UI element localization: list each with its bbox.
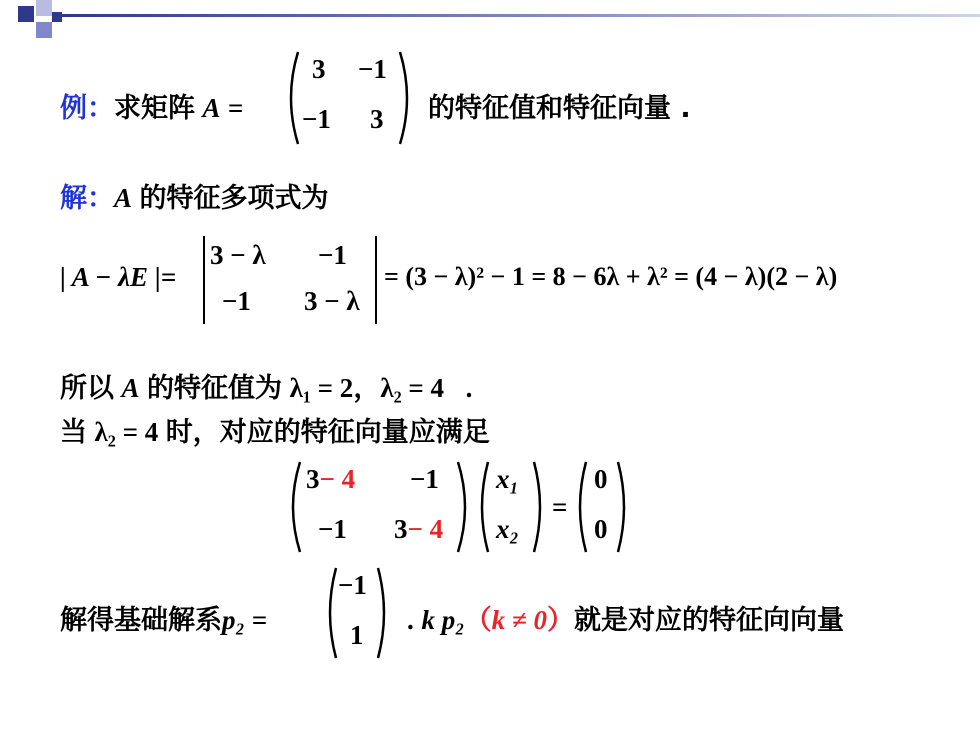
example-suffix: 的特征值和特征向量 . [428, 93, 691, 124]
det-cell: −1 [222, 286, 251, 316]
matrix-cell: −1 [302, 104, 331, 134]
eigenvalues-line [60, 366, 472, 405]
eig-l2: λ₂ = 4 [380, 373, 445, 403]
example-label: 例： [60, 93, 114, 124]
matrix-name: A [202, 93, 221, 123]
det-cell: −1 [318, 240, 347, 270]
eig-sep: ， [353, 373, 381, 404]
system-a12: −1 [410, 464, 439, 494]
matrix-cell: 3 [312, 54, 326, 84]
system-x-vector [476, 458, 546, 556]
det-rhs: = (3 − λ)² − 1 = 8 − 6λ + λ² = (4 − λ)(2 − λ) [384, 262, 838, 291]
cond-l2: λ₂ = 4 [94, 417, 159, 447]
eig-var: A [121, 373, 140, 403]
det-lhs: | A − λE |= [60, 262, 177, 292]
example-matrix [284, 48, 414, 148]
header-square-small [52, 12, 62, 22]
basis-cond: k ≠ 0 [491, 605, 547, 635]
system-a11: 3− 4 [306, 464, 356, 494]
rhs-0: 0 [594, 464, 608, 494]
system-a21: −1 [318, 514, 347, 544]
example-prompt: 求矩阵 [114, 93, 195, 124]
basis-v1: 1 [350, 620, 364, 650]
system-eq: = [552, 492, 568, 522]
basis-p2: p₂ = [222, 605, 268, 635]
header-square-light [36, 0, 52, 16]
solution-line [60, 176, 329, 215]
eig-end: . [465, 373, 473, 403]
basis-paren-close: ） [547, 605, 574, 636]
basis-text: 解得基础解系 [60, 605, 222, 636]
matrix-cell: 3 [370, 104, 384, 134]
basis-vector [324, 564, 390, 662]
system-rhs-vector [574, 458, 630, 556]
det-matrix [200, 234, 380, 326]
system-coeff-matrix [286, 458, 472, 556]
basis-tail-line [408, 598, 844, 637]
det-cell: 3 − λ [304, 286, 360, 316]
solution-text: 的特征多项式为 [139, 183, 329, 214]
eig-prefix: 所以 [60, 373, 114, 404]
cond-prefix: 当 [60, 417, 87, 448]
header-square-dark [18, 6, 34, 22]
example-line [60, 86, 243, 125]
condition-line [60, 410, 490, 449]
cond-text: 时，对应的特征向量应满足 [165, 417, 490, 448]
solution-label: 解： [60, 183, 114, 214]
basis-paren-open: （ [464, 605, 492, 636]
solution-var: A [114, 183, 133, 213]
basis-line [60, 598, 267, 637]
matrix-cell: −1 [358, 54, 387, 84]
system-a22: 3− 4 [394, 514, 444, 544]
det-cell: 3 − λ [210, 240, 266, 270]
eig-text: 的特征值为 [147, 373, 283, 404]
basis-v0: −1 [338, 570, 367, 600]
rhs-1: 0 [594, 514, 608, 544]
header-bar [62, 14, 980, 17]
x1: x₁ [496, 464, 519, 494]
basis-tail: 就是对应的特征向向量 [574, 605, 844, 636]
example-eq: = [228, 93, 244, 123]
x2: x₂ [496, 514, 519, 544]
eig-l1: λ₁ = 2 [289, 373, 354, 403]
header-square-mid [36, 22, 52, 38]
basis-kp: . k p₂ [408, 605, 465, 635]
